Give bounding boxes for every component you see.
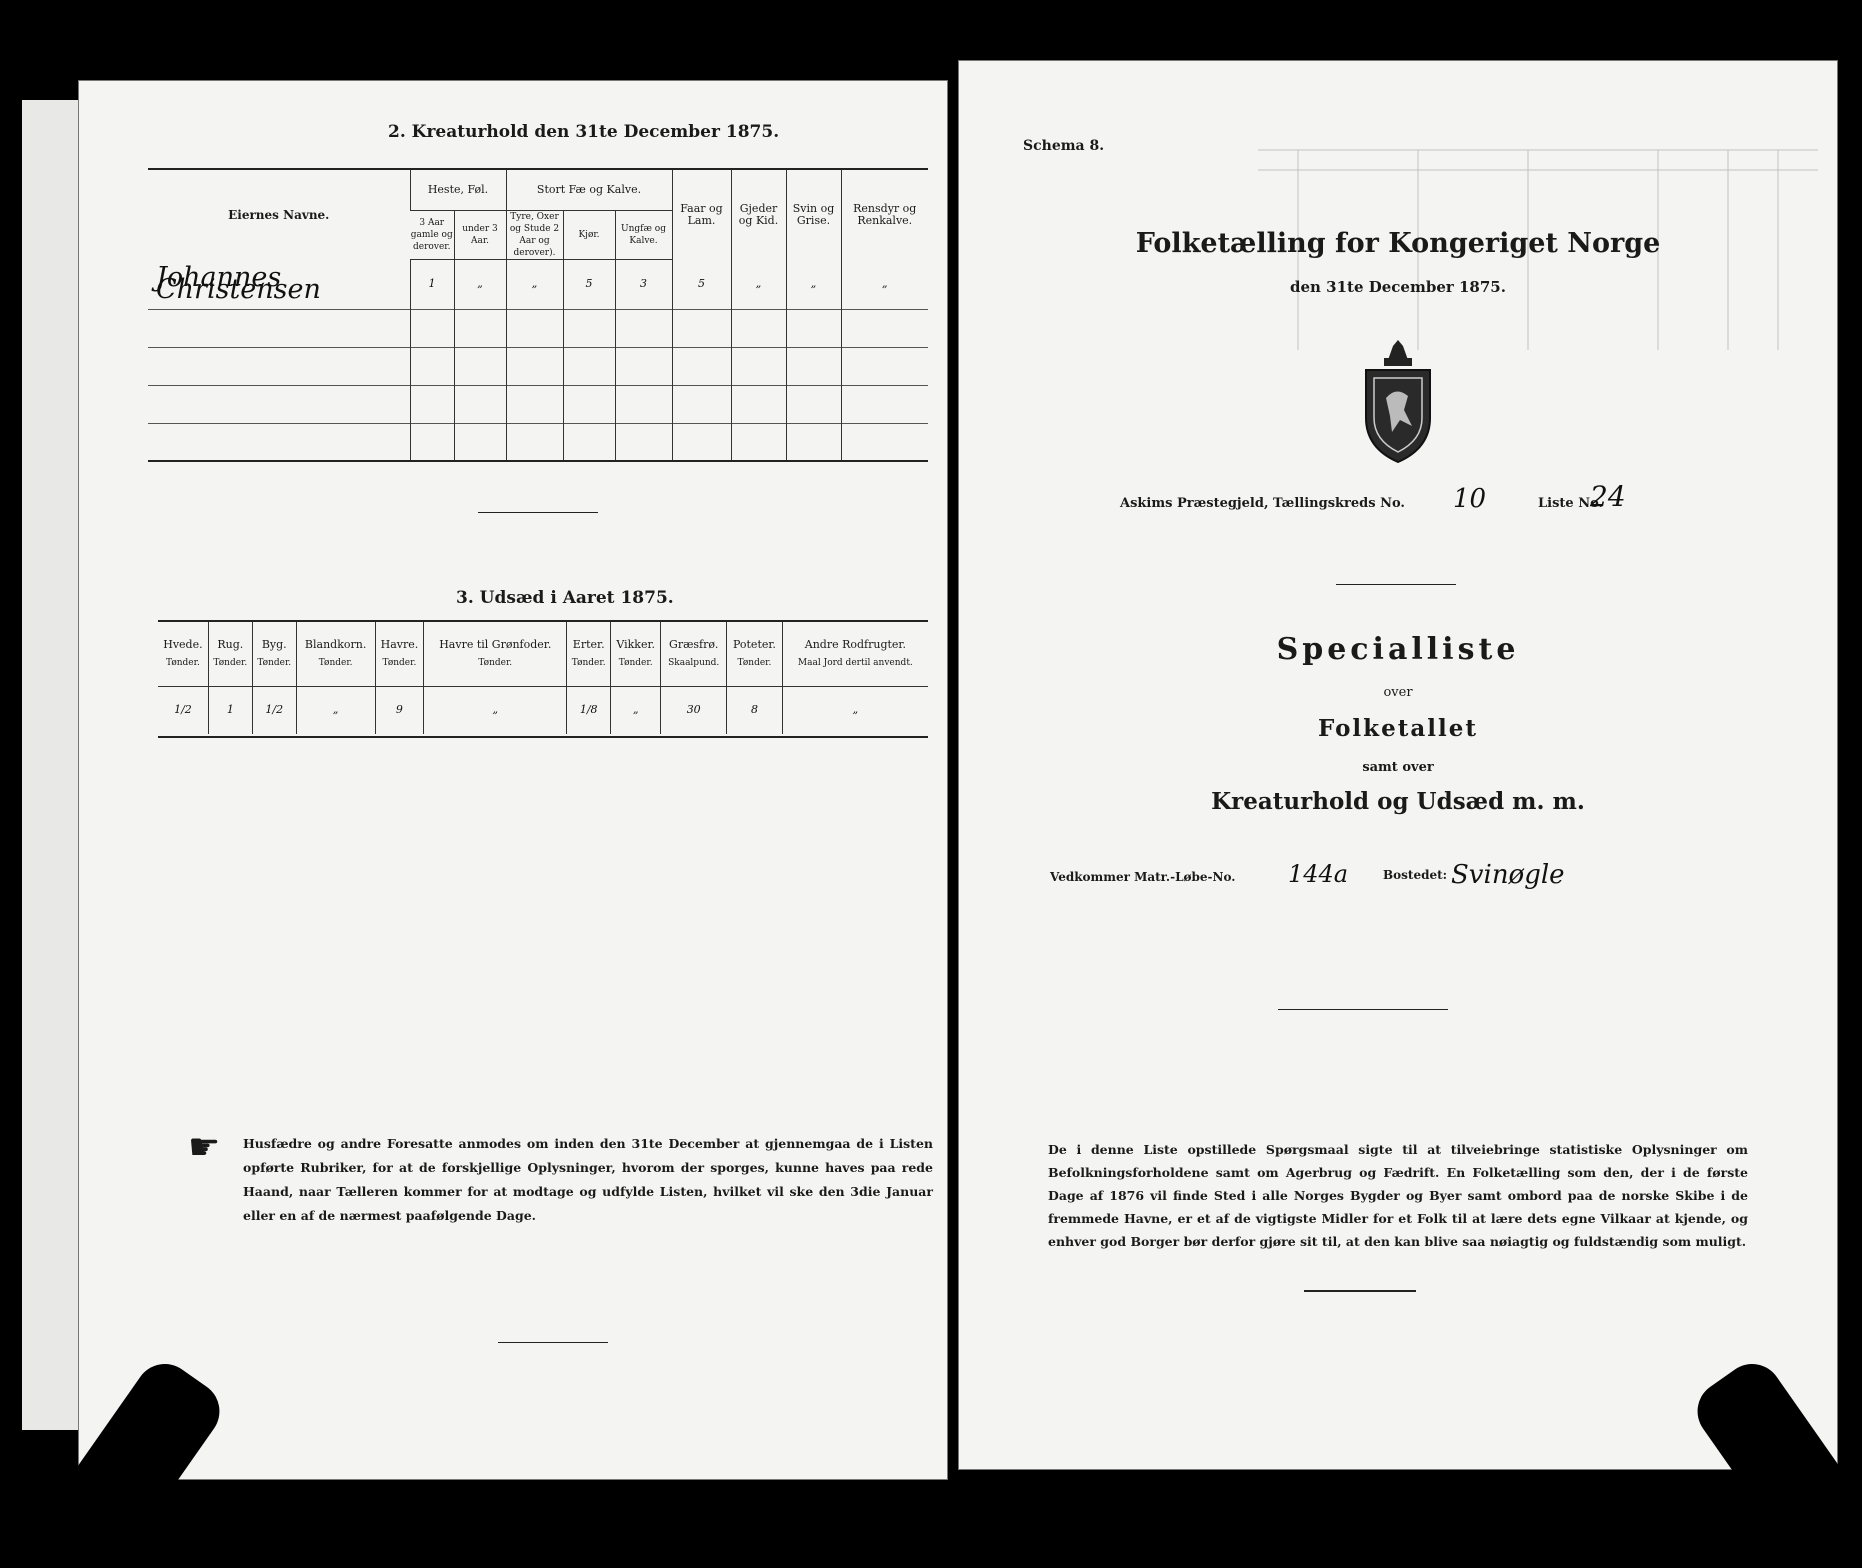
over-text-1: over (1383, 685, 1413, 700)
kreaturhold-heading: Kreaturhold og Udsæd m. m. (1211, 788, 1585, 815)
table-row (148, 423, 928, 461)
cell-sheep: 5 (672, 259, 731, 309)
notice-paragraph: Husfædre og andre Foresatte anmodes om inden den 31te December at gjennemgaa de i Listen opførte Rubriker, for at de forskjellige Oplysninger, hvorom der sporges, kunne haves paa rede Haand, naar Tælleren kommer for at modtage og udfylde Listen, hvilket vil ske den 3die Januar eller en af de nærmest paafølgende Dage. (243, 1136, 933, 1223)
horses-under3-header: under 3 Aar. (454, 210, 506, 259)
specialliste-heading: Specialliste (1276, 632, 1520, 667)
seed-crop-name: Andre Rodfrugter. (804, 637, 906, 651)
owner-header: Eiernes Navne. (228, 207, 330, 222)
table-row (148, 309, 928, 347)
table-row (148, 385, 928, 423)
folketallet-heading: Folketallet (1318, 715, 1478, 742)
seed-value-cell: 1 (208, 686, 252, 734)
seed-unit: Tønder. (618, 657, 653, 668)
seed-crop-name: Byg. (261, 637, 287, 651)
coat-of-arms-icon (1348, 338, 1448, 468)
owner-name: Johannes Christensen (156, 261, 321, 305)
cell-cattle-bulls: „ (506, 259, 563, 309)
livestock-table (148, 170, 928, 461)
seed-table (158, 622, 928, 734)
seed-unit: Tønder. (257, 657, 292, 668)
table-bottom-rule (148, 460, 928, 462)
cell-reindeer: „ (841, 259, 928, 309)
schema-label: Schema 8. (1023, 138, 1105, 154)
cell-horses-under3: „ (454, 259, 506, 309)
seed-header-cell (727, 622, 783, 686)
table-row (148, 347, 928, 385)
seed-unit: Maal Jord dertil anvendt. (797, 657, 913, 668)
list-label: Liste No. (1538, 496, 1604, 511)
seed-unit: Tønder. (737, 657, 772, 668)
seed-value-cell: „ (782, 686, 928, 734)
section3-title: 3. Udsæd i Aaret 1875. (456, 588, 674, 608)
seed-table-bottom-rule (158, 736, 928, 738)
left-page (78, 80, 948, 1480)
seed-header-cell (158, 622, 208, 686)
bosted-value: Svinøgle (1451, 860, 1565, 890)
seed-value-cell: 9 (375, 686, 424, 734)
seed-value-cell: 1/2 (252, 686, 296, 734)
seed-unit: Tønder. (318, 657, 353, 668)
seed-value-cell: 1/2 (174, 703, 192, 717)
seed-unit: Tønder. (478, 657, 513, 668)
seed-unit: Skaalpund. (668, 657, 720, 668)
cell-horses-3plus: 1 (410, 259, 454, 309)
date-line: den 31te December 1875. (1290, 278, 1506, 296)
reindeer-header: Rensdyr og Renkalve. (841, 170, 928, 259)
seed-header-cell (208, 622, 252, 686)
list-number: 24 (1590, 480, 1626, 513)
parish-label: Askims Præstegjeld, Tællingskreds No. (1120, 496, 1405, 511)
sheep-header: Faar og Lam. (672, 170, 731, 259)
page-edge-stack (22, 100, 83, 1430)
seed-crop-name: Vikker. (616, 637, 655, 651)
right-page (958, 60, 1838, 1470)
cell-cattle-young: 3 (615, 259, 672, 309)
seed-unit: Tønder. (571, 657, 606, 668)
cell-cattle-cows: 5 (563, 259, 615, 309)
seed-crop-name: Poteter. (732, 637, 776, 651)
pointing-hand-icon: ☛ (188, 1127, 221, 1168)
table-row (158, 686, 928, 734)
seed-crop-name: Havre. (380, 637, 419, 651)
cattle-cows-header: Kjør. (563, 210, 615, 259)
horses-3plus-header: 3 Aar gamle og derover. (410, 210, 454, 259)
seed-crop-name: Erter. (572, 637, 605, 651)
seed-header-cell (611, 622, 661, 686)
seed-crop-name: Græsfrø. (669, 637, 719, 651)
seed-value-cell: 8 (727, 686, 783, 734)
seed-crop-name: Blandkorn. (304, 637, 367, 651)
seed-header-cell (782, 622, 928, 686)
seed-header-cell (296, 622, 375, 686)
cattle-bulls-header: Tyre, Oxer og Stude 2 Aar og derover). (506, 210, 563, 259)
district-number: 10 (1453, 484, 1487, 514)
table-row (148, 259, 928, 309)
samt-over-text: samt over (1362, 760, 1434, 775)
separator (1336, 584, 1456, 585)
goats-header: Gjeder og Kid. (731, 170, 786, 259)
separator (1278, 1009, 1448, 1010)
seed-header-cell (661, 622, 727, 686)
main-title: Folketælling for Kongeriget Norge (1135, 228, 1661, 259)
seed-value-cell: 1/8 (567, 686, 611, 734)
footer-rule (498, 1342, 608, 1343)
seed-value-cell: „ (424, 686, 567, 734)
seed-crop-name: Hvede. (163, 637, 203, 651)
seed-header-row (158, 622, 928, 686)
seed-crop-name: Havre til Grønfoder. (439, 637, 552, 651)
seed-value-cell: „ (611, 686, 661, 734)
bosted-label: Bostedet: (1383, 868, 1448, 882)
seed-header-cell (375, 622, 424, 686)
seed-unit: Tønder. (166, 657, 200, 668)
seed-header-cell (567, 622, 611, 686)
seed-unit: Tønder. (382, 657, 417, 668)
seed-unit: Tønder. (213, 657, 248, 668)
seed-value-cell: „ (296, 686, 375, 734)
cattle-young-header: Ungfæ og Kalve. (615, 210, 672, 259)
cell-goats: „ (731, 259, 786, 309)
cattle-group-header: Stort Fæ og Kalve. (506, 170, 672, 210)
separator (478, 512, 598, 513)
seed-header-cell (424, 622, 567, 686)
pigs-header: Svin og Grise. (786, 170, 841, 259)
purpose-paragraph: De i denne Liste opstillede Spørgsmaal sigte til at tilveiebringe statistiske Oplysninger om Befolkningsforholdene samt om Agerbrug og Fædrift. En Folketælling som den, der i de første Dage af 1876 vil finde Sted i alle Norges Bygder og Byer samt ombord paa de norske Skibe i de fremmede Havne, er et af de vigtigste Midler for et Folk til at lære dets egne Vilkaar at kjende, og enhver god Borger bør derfor gjøre sit til, at den kan blive saa nøiagtig og fuldstændig som muligt. (1048, 1142, 1748, 1249)
seed-value-cell: 30 (661, 686, 727, 734)
matr-number: 144a (1288, 860, 1349, 888)
horses-group-header: Heste, Føl. (410, 170, 506, 210)
footer-rule (1304, 1290, 1416, 1292)
matr-label: Vedkommer Matr.-Løbe-No. (1050, 870, 1236, 884)
cell-pigs: „ (786, 259, 841, 309)
seed-crop-name: Rug. (217, 637, 244, 651)
seed-header-cell (252, 622, 296, 686)
section2-title: 2. Kreaturhold den 31te December 1875. (388, 122, 780, 142)
